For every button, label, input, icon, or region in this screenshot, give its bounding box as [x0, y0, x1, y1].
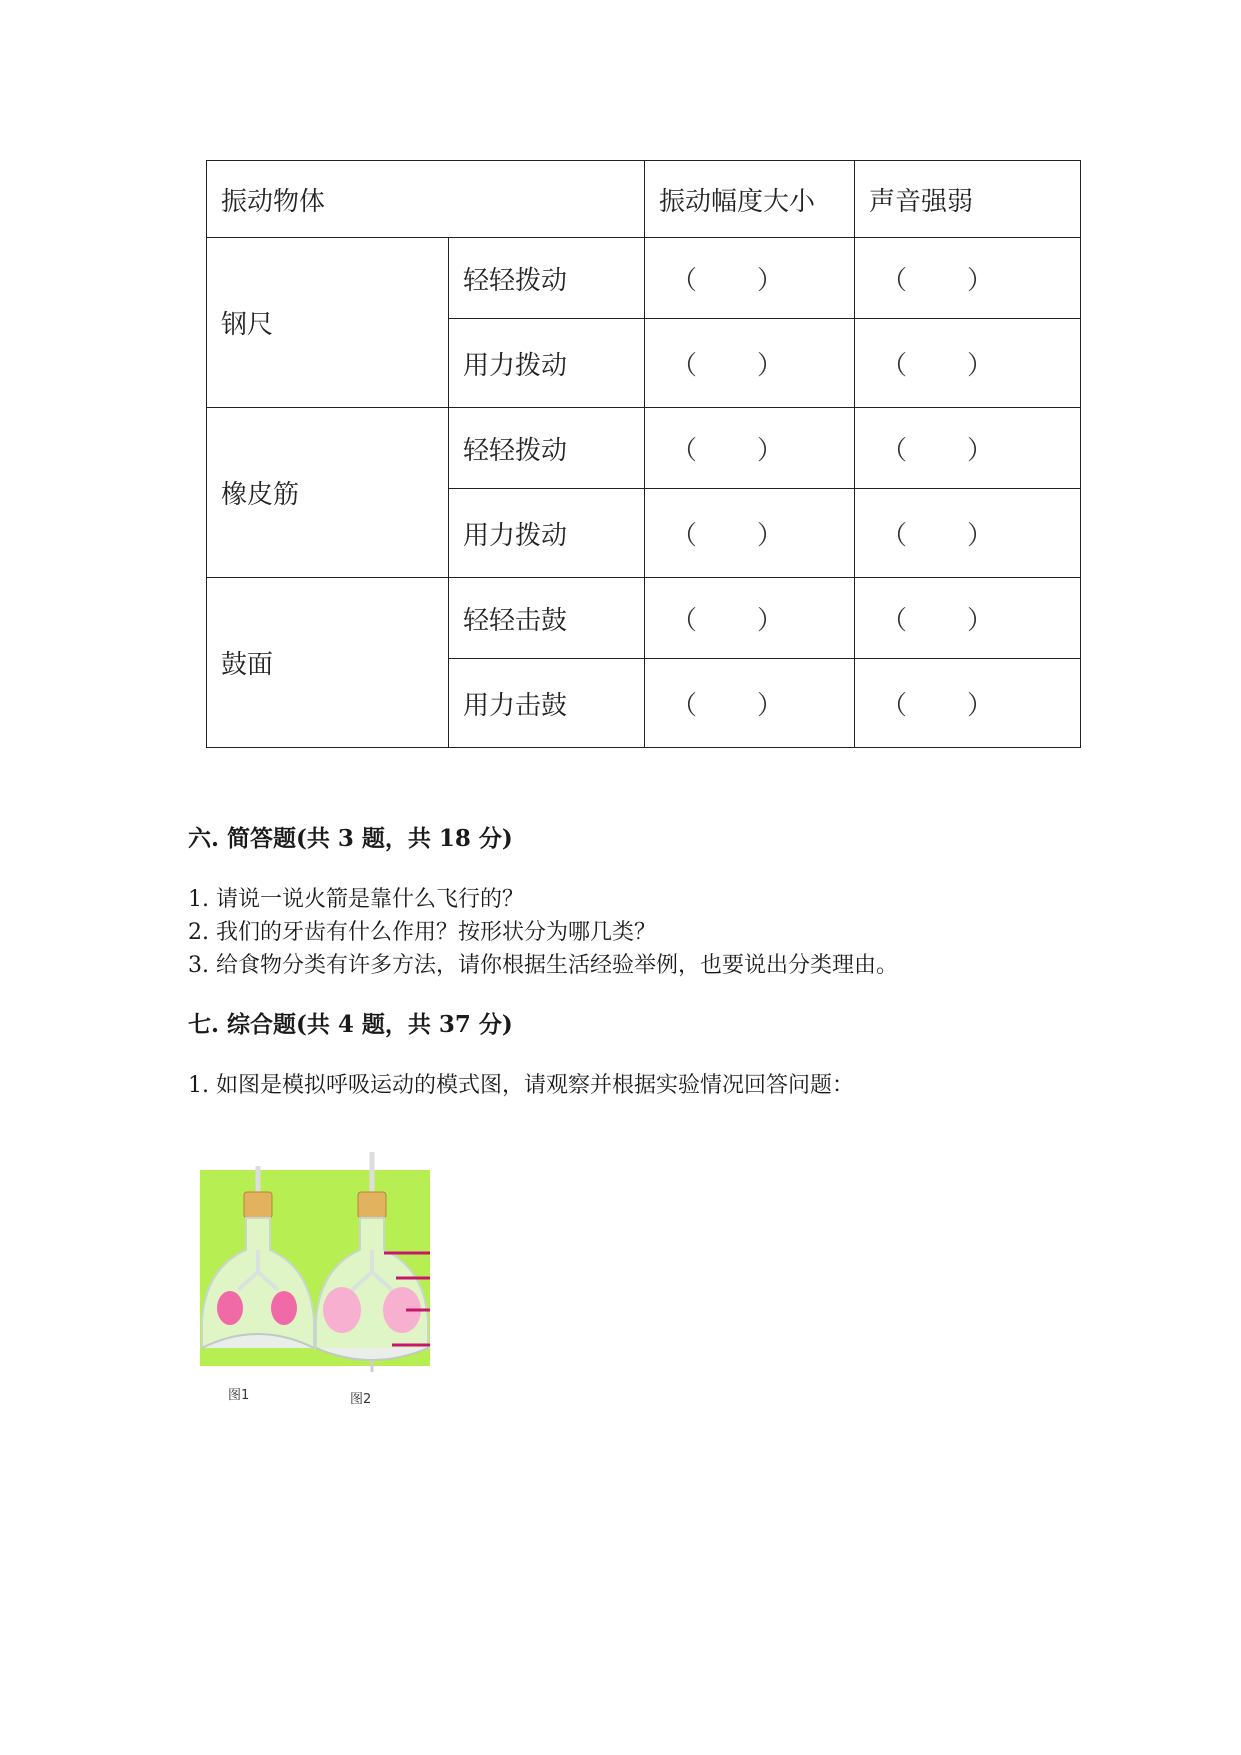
- amplitude-blank[interactable]: （ ）: [645, 578, 855, 659]
- table-row: [207, 238, 1081, 319]
- table-row: [207, 578, 1081, 659]
- action-cell: 用力击鼓: [449, 659, 645, 748]
- header-amplitude: 振动幅度大小: [645, 161, 855, 238]
- object-cell: 橡皮筋: [207, 408, 449, 578]
- strength-blank[interactable]: （ ）: [855, 408, 1081, 489]
- question-6-2: 2. 我们的牙齿有什么作用？按形状分为哪几类？: [188, 920, 656, 945]
- header-vibrating-object: 振动物体: [207, 161, 645, 238]
- amplitude-blank[interactable]: （ ）: [645, 659, 855, 748]
- action-cell: 用力拨动: [449, 489, 645, 578]
- question-6-3: 3. 给食物分类有许多方法，请你根据生活经验举例，也要说出分类理由。: [188, 953, 898, 978]
- strength-blank[interactable]: （ ）: [855, 578, 1081, 659]
- strength-blank[interactable]: （ ）: [855, 659, 1081, 748]
- question-6-1: 1. 请说一说火箭是靠什么飞行的？: [188, 887, 524, 912]
- amplitude-blank[interactable]: （ ）: [645, 408, 855, 489]
- object-cell: 钢尺: [207, 238, 449, 408]
- breathing-model-figure: [196, 1150, 436, 1410]
- amplitude-blank[interactable]: （ ）: [645, 489, 855, 578]
- vibration-table: [206, 160, 1081, 748]
- strength-blank[interactable]: （ ）: [855, 489, 1081, 578]
- section-6-title: 六. 简答题(共 3 题，共 18 分): [188, 825, 513, 852]
- section-7-title: 七. 综合题(共 4 题，共 37 分): [188, 1011, 513, 1038]
- header-sound-strength: 声音强弱: [855, 161, 1081, 238]
- action-cell: 用力拨动: [449, 319, 645, 408]
- figure-1-label: 图1: [228, 1388, 250, 1403]
- question-7-1: 1. 如图是模拟呼吸运动的模式图，请观察并根据实验情况回答问题：: [188, 1073, 854, 1098]
- bell-jar-illustration: [196, 1150, 436, 1380]
- action-cell: 轻轻击鼓: [449, 578, 645, 659]
- action-cell: 轻轻拨动: [449, 238, 645, 319]
- table-row: [207, 408, 1081, 489]
- amplitude-blank[interactable]: （ ）: [645, 238, 855, 319]
- action-cell: 轻轻拨动: [449, 408, 645, 489]
- strength-blank[interactable]: （ ）: [855, 319, 1081, 408]
- table-header-row: [207, 161, 1081, 238]
- object-cell: 鼓面: [207, 578, 449, 748]
- strength-blank[interactable]: （ ）: [855, 238, 1081, 319]
- figure-2-label: 图2: [350, 1392, 372, 1407]
- amplitude-blank[interactable]: （ ）: [645, 319, 855, 408]
